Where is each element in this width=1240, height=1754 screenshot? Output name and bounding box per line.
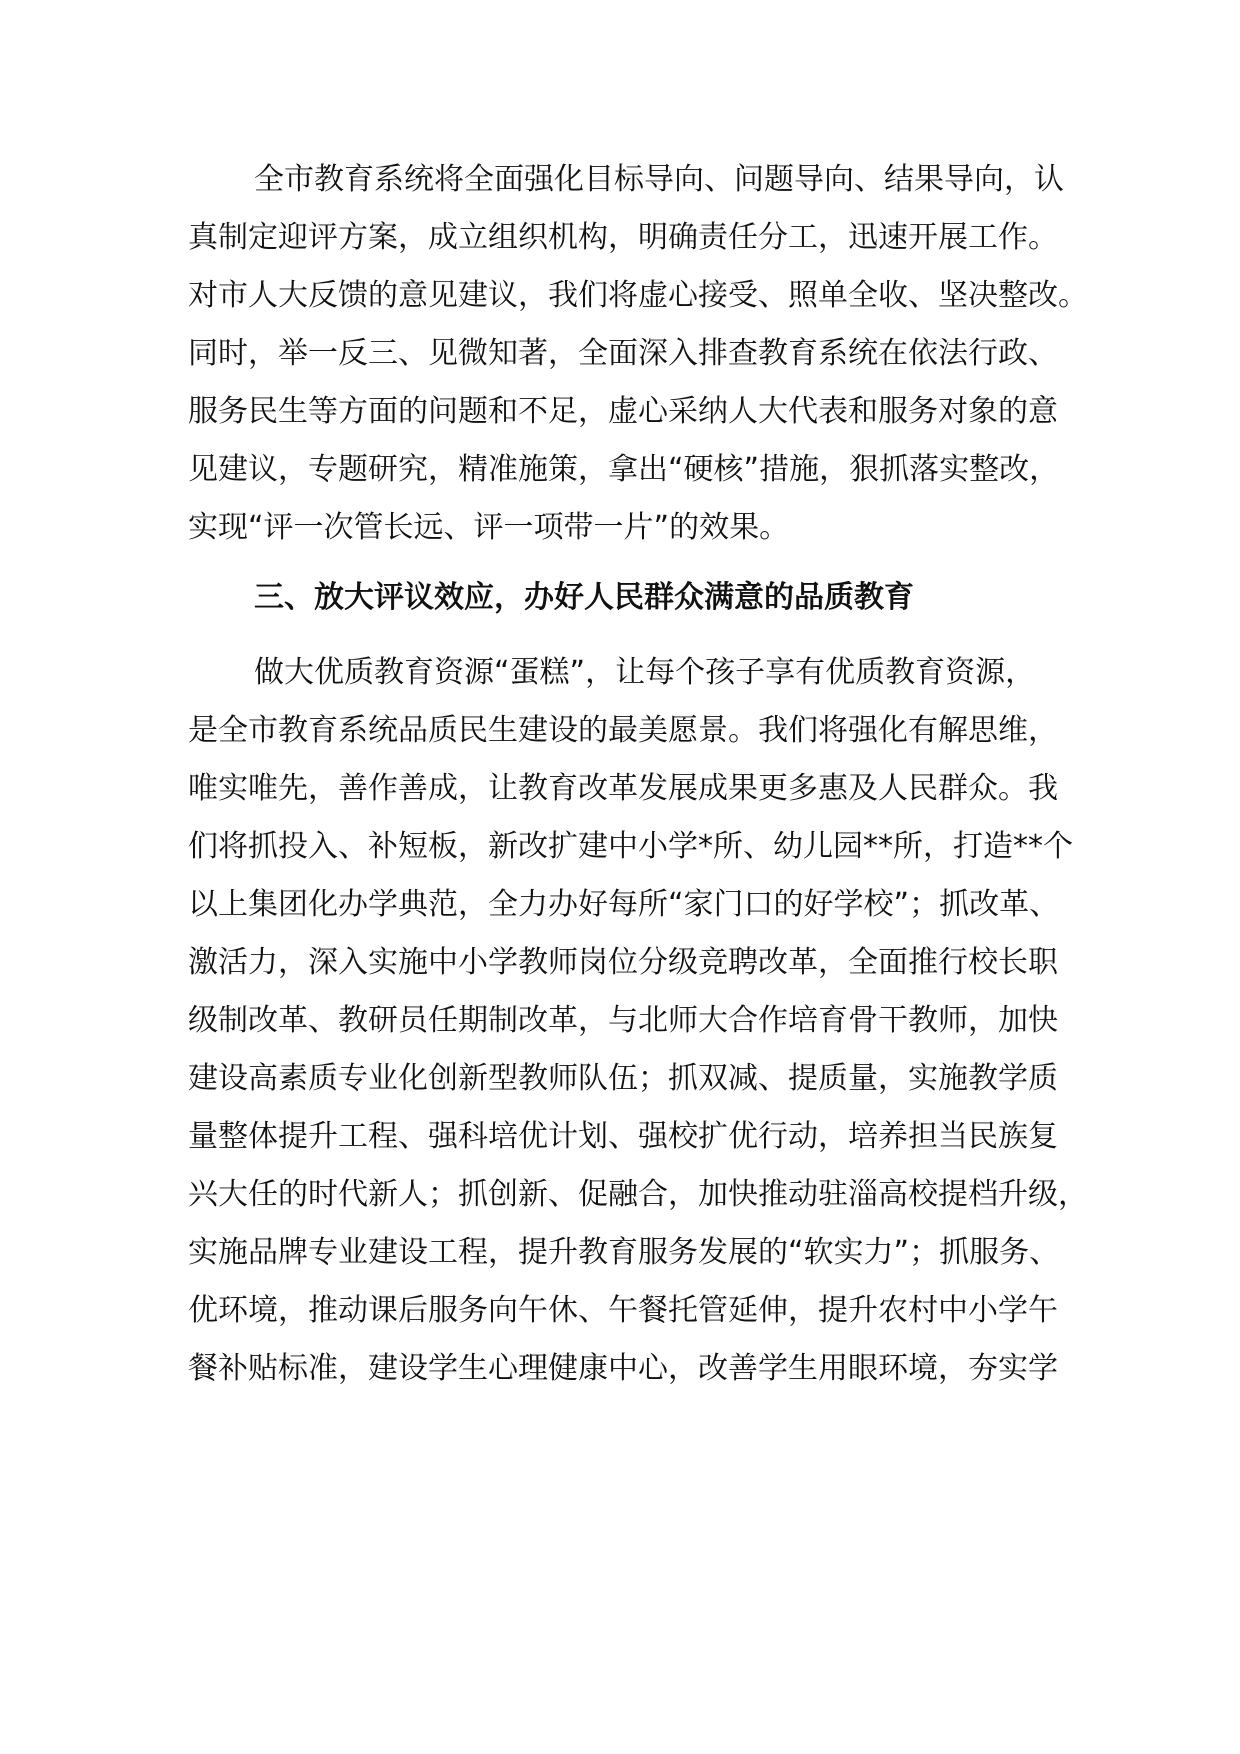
paragraph-2-line-4: 们将抓投入、补短板，新改扩建中小学*所、幼儿园**所，打造**个 bbox=[188, 829, 1073, 864]
paragraph-2-line-2: 是全市教育系统品质民生建设的最美愿景。我们将强化有解思维， bbox=[188, 713, 1058, 748]
paragraph-1-line-7: 实现“评一次管长远、评一项带一片”的效果。 bbox=[188, 510, 790, 545]
paragraph-2-line-9: 量整体提升工程、强科培优计划、强校扩优行动，培养担当民族复 bbox=[188, 1119, 1058, 1154]
paragraph-2-line-3: 唯实唯先，善作善成，让教育改革发展成果更多惠及人民群众。我 bbox=[188, 771, 1058, 806]
paragraph-1-line-4: 同时，举一反三、见微知著，全面深入排查教育系统在依法行政、 bbox=[188, 336, 1058, 371]
paragraph-1-line-5: 服务民生等方面的问题和不足，虚心采纳人大代表和服务对象的意 bbox=[188, 394, 1058, 429]
paragraph-1-line-6: 见建议，专题研究，精准施策，拿出“硬核”措施，狠抓落实整改， bbox=[188, 452, 1060, 487]
paragraph-2-line-13: 餐补贴标准，建设学生心理健康中心，改善学生用眼环境，夯实学 bbox=[188, 1351, 1058, 1386]
paragraph-2-line-12: 优环境，推动课后服务向午休、午餐托管延伸，提升农村中小学午 bbox=[188, 1293, 1058, 1328]
paragraph-1-line-3: 对市人大反馈的意见建议，我们将虚心接受、照单全收、坚决整改。 bbox=[188, 278, 1088, 313]
paragraph-2-line-1: 做大优质教育资源“蛋糕”，让每个孩子享有优质教育资源， bbox=[254, 655, 1036, 690]
paragraph-2-line-5: 以上集团化办学典范，全力办好每所“家门口的好学校”；抓改革、 bbox=[188, 887, 1060, 922]
paragraph-2-line-10: 兴大任的时代新人；抓创新、促融合，加快推动驻淄高校提档升级， bbox=[188, 1177, 1088, 1212]
paragraph-2-line-8: 建设高素质专业化创新型教师队伍；抓双减、提质量，实施教学质 bbox=[188, 1061, 1058, 1096]
paragraph-1-line-1: 全市教育系统将全面强化目标导向、问题导向、结果导向，认 bbox=[254, 162, 1064, 197]
paragraph-2-line-7: 级制改革、教研员任期制改革，与北师大合作培育骨干教师，加快 bbox=[188, 1003, 1058, 1038]
paragraph-2-line-11: 实施品牌专业建设工程，提升教育服务发展的“软实力”；抓服务、 bbox=[188, 1235, 1060, 1270]
paragraph-1-line-2: 真制定迎评方案，成立组织机构，明确责任分工，迅速开展工作。 bbox=[188, 220, 1058, 255]
paragraph-2-line-6: 激活力，深入实施中小学教师岗位分级竞聘改革，全面推行校长职 bbox=[188, 945, 1058, 980]
section-heading: 三、放大评议效应，办好人民群众满意的品质教育 bbox=[254, 580, 914, 615]
